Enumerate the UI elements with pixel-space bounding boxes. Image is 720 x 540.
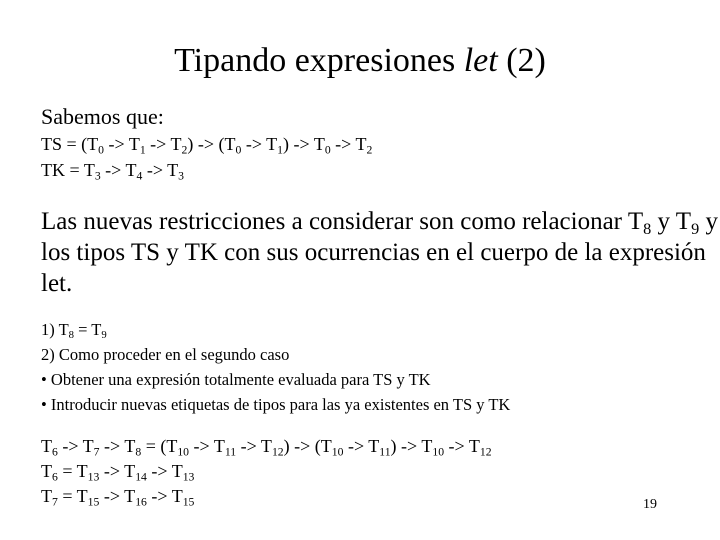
list-item: • Obtener una expresión totalmente evaluada para TS y TK [41,370,431,389]
list-item: • Introducir nuevas etiquetas de tipos para las ya existentes en TS y TK [41,395,511,414]
list-item: 1) $T_8 = T_9$ [41,320,107,342]
list-item: 2) Como proceder en el segundo caso [41,345,290,364]
restrictions-paragraph: Las nuevas restricciones a considerar son como relacionar $T_8$ y $T_9$ y los tipos TS y TK con sus ocurrencias en el cuerpo de la expresión let. [41,208,718,297]
equation-line: $T_6 -> T_7 -> T_8 = (T_{10} -> T_{11} -> T_{12}) -> (T_{10} -> T_{11}) -> T_{10} -> T_{12}$ [41,436,492,459]
slide-title: Tipando expresiones let (2) [174,42,546,79]
tk-definition: TK = $T_3 -> T_4 -> T_3$ [41,160,185,183]
page-number: 19 [643,497,657,512]
title-let-keyword: let [463,42,498,79]
intro-text: Sabemos que: [41,104,164,129]
equation-line: $T_7 = T_{15} -> T_{16} -> T_{15}$ [41,486,195,509]
equation-line: $T_6 = T_{13} -> T_{14} -> T_{13}$ [41,461,195,484]
ts-definition: TS = $(T_0 -> T_1 -> T_2) -> (T_0 -> T_1) -> T_0 -> T_2$ [41,134,373,157]
